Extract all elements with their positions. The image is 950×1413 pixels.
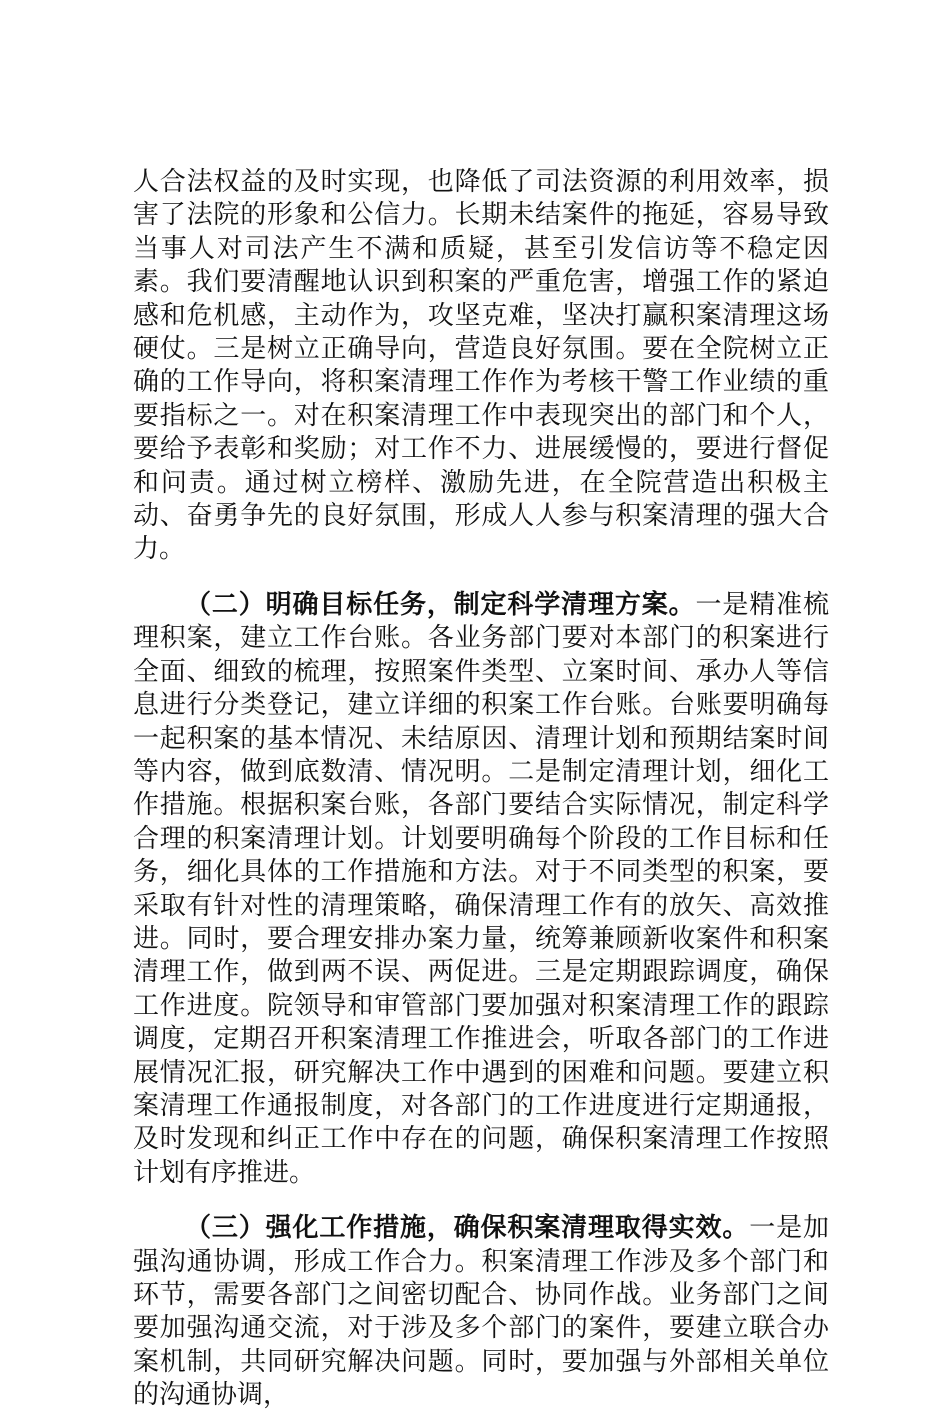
document-page: [133, 166, 829, 1413]
paragraph-body: 一是加强沟通协调，形成工作合力。积案清理工作涉及多个部门和环节，需要各部门之间密切配合、协同作战。业务部门之间要加强沟通交流，对于涉及多个部门的案件，要建立联合办案机制，共同研究解决问题。同时，要加强与外部相关单位的沟通协调，: [133, 1213, 829, 1411]
paragraph-continuation: [133, 166, 829, 567]
section-heading: （二）明确目标任务，制定科学清理方案。: [185, 589, 696, 620]
paragraph-body: 一是精准梳理积案，建立工作台账。各业务部门要对本部门的积案进行全面、细致的梳理，按照案件类型、立案时间、承办人等信息进行分类登记，建立详细的积案工作台账。台账要明确每一起积案的基本情况、未结原因、清理计划和预期结案时间等内容，做到底数清、情况明。二是制定清理计划，细化工作措施。根据积案台账，各部门要结合实际情况，制定科学合理的积案清理计划。计划要明确每个阶段的工作目标和任务，细化具体的工作措施和方法。对于不同类型的积案，要采取有针对性的清理策略，确保清理工作有的放矢、高效推进。同时，要合理安排办案力量，统筹兼顾新收案件和积案清理工作，做到两不误、两促进。三是定期跟踪调度，确保工作进度。院领导和审管部门要加强对积案清理工作的跟踪调度，定期召开积案清理工作推进会，听取各部门的工作进展情况汇报，研究解决工作中遇到的困难和问题。要建立积案清理工作通报制度，对各部门的工作进度进行定期通报，及时发现和纠正工作中存在的问题，确保积案清理工作按照计划有序推进。: [133, 589, 829, 1188]
paragraph-body: 人合法权益的及时实现，也降低了司法资源的利用效率，损害了法院的形象和公信力。长期未结案件的拖延，容易导致当事人对司法产生不满和质疑，甚至引发信访等不稳定因素。我们要清醒地认识到积案的严重危害，增强工作的紧迫感和危机感，主动作为，攻坚克难，坚决打赢积案清理这场硬仗。三是树立正确导向，营造良好氛围。要在全院树立正确的工作导向，将积案清理工作作为考核干警工作业绩的重要指标之一。对在积案清理工作中表现突出的部门和个人，要给予表彰和奖励；对工作不力、进展缓慢的，要进行督促和问责。通过树立榜样、激励先进，在全院营造出积极主动、奋勇争先的良好氛围，形成人人参与积案清理的强大合力。: [133, 167, 829, 565]
section-heading: （三）强化工作措施，确保积案清理取得实效。: [185, 1213, 750, 1244]
paragraph-section-2: [133, 589, 829, 1190]
paragraph-section-3: [133, 1212, 829, 1412]
